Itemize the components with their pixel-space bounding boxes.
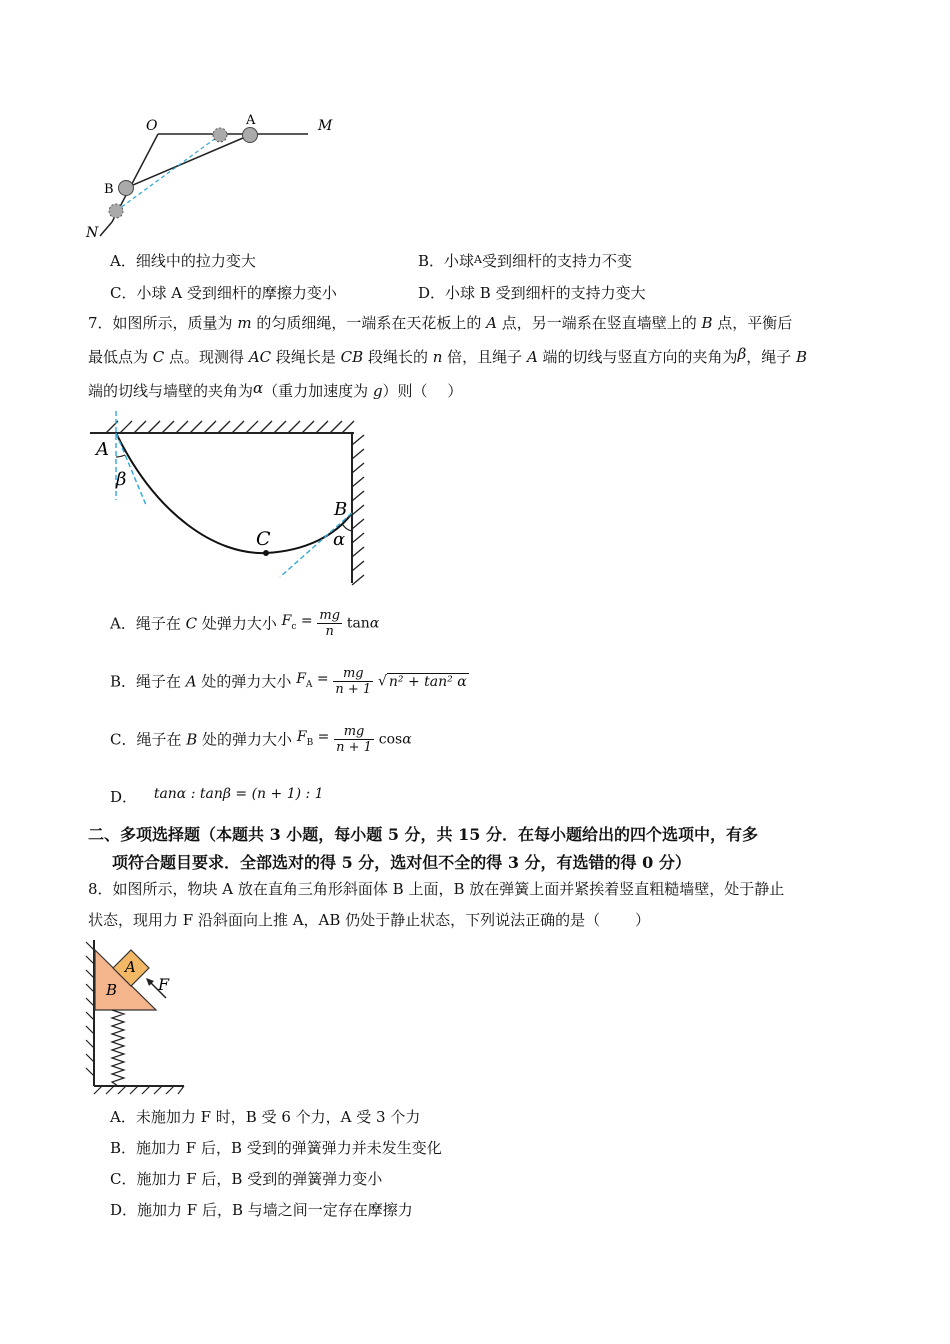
- q7-a-text: A．绳子在: [110, 614, 186, 633]
- q7-c-tail: cos: [378, 731, 403, 748]
- q7-a-F: F: [281, 612, 292, 629]
- spring-wedge-figure: [84, 938, 194, 1096]
- q7-a-C: C: [185, 614, 198, 633]
- q7-a-den: n: [325, 624, 334, 639]
- q7-l1-b: 的匀质细绳，一端系在天花板上的: [251, 314, 487, 332]
- q7-l2-A2: A: [526, 348, 538, 366]
- q7-d-formula: tanα : tanβ = (n + 1) : 1: [153, 786, 324, 802]
- q7-b-A: A: [185, 672, 197, 691]
- q7-l2-e: 倍，且绳子: [442, 348, 527, 366]
- q7-a-num: mg: [319, 608, 341, 623]
- q7-b-sqrt: n² + tan² α: [388, 673, 467, 690]
- q7-c-num: mg: [334, 724, 374, 740]
- q7-a-alpha: α: [369, 615, 380, 632]
- q7-b-num: mg: [333, 666, 373, 682]
- q7-c-text2: 处的弹力大小: [197, 730, 293, 749]
- q7-l1-m: m: [237, 314, 252, 332]
- q7-c-den: n + 1: [336, 740, 372, 755]
- q6-option-b-pre: B．小球: [418, 252, 475, 270]
- wedge-label-F: F: [158, 975, 170, 994]
- q7-l2-f: 端的切线与竖直方向的夹角为: [537, 348, 738, 366]
- fig1-label-B: B: [104, 182, 114, 197]
- q7-l2-AC: AC: [248, 348, 272, 366]
- q7-l1-d: 点，平衡后: [712, 314, 793, 332]
- q6-option-b-post: 受到细杆的支持力不变: [481, 252, 632, 270]
- q7-a-eq: =: [300, 612, 313, 629]
- q7-option-c: [110, 724, 412, 755]
- q7-l1-c: 点，另一端系在竖直墙壁上的: [496, 314, 702, 332]
- rod-ball-figure: [80, 110, 340, 245]
- q6-option-a: A．细线中的拉力变大: [110, 252, 256, 270]
- q7-l2-b: 点。现测得: [164, 348, 249, 366]
- q7-l2-g: ，绳子: [746, 348, 797, 366]
- q7-l3-alpha: α: [253, 379, 264, 397]
- rope-figure: [86, 405, 376, 590]
- q7-stem-line2: [88, 345, 807, 367]
- q6-option-c: C．小球 A 受到细杆的摩擦力变小: [110, 284, 337, 302]
- q7-l3-c: ）则（ ）: [382, 382, 463, 400]
- q7-a-text2: 处弹力大小: [197, 614, 277, 633]
- q7-l2-CB: CB: [340, 348, 364, 366]
- q7-l3-g: g: [372, 382, 383, 400]
- q7-l1-A: A: [486, 314, 497, 332]
- wedge-label-B: B: [106, 981, 118, 999]
- q7-option-a: [110, 608, 379, 639]
- q7-l2-beta: β: [737, 345, 747, 363]
- fig1-label-O: O: [146, 118, 158, 134]
- q8-option-b: B．施加力 F 后，B 受到的弹簧弹力并未发生变化: [110, 1139, 442, 1157]
- q7-l2-C: C: [152, 348, 165, 366]
- wedge-label-A: A: [125, 958, 136, 976]
- q8-stem-line1: 8．如图所示，物块 A 放在直角三角形斜面体 B 上面，B 放在弹簧上面并紧挨着竖直粗糙墙壁，处于静止: [88, 880, 785, 898]
- q7-l3-a: 端的切线与墙壁的夹角为: [88, 382, 254, 400]
- q7-b-text2: 处的弹力大小: [196, 672, 292, 691]
- q7-l2-c: 段绳长是: [271, 348, 341, 366]
- section2-heading-line1: 二、多项选择题（本题共 3 小题，每小题 5 分，共 15 分．在每小题给出的四个选项中，有多: [88, 825, 758, 844]
- fig1-label-N: N: [86, 225, 99, 241]
- q7-l1-a: 7．如图所示，质量为: [88, 314, 238, 332]
- q7-b-text: B．绳子在: [110, 672, 186, 691]
- rope-label-A: A: [96, 439, 109, 460]
- rope-label-alpha: α: [333, 529, 346, 550]
- q7-l2-d: 段绳长的: [363, 348, 433, 366]
- q7-option-d: [110, 782, 324, 806]
- q7-a-sub: c: [291, 621, 297, 632]
- q7-c-alpha: α: [402, 731, 412, 748]
- q7-l2-B2: B: [796, 348, 808, 366]
- q6-option-b-var: A: [474, 253, 482, 266]
- q7-l3-b: （重力加速度为: [263, 382, 373, 400]
- section2-heading-line2: 项符合题目要求．全部选对的得 5 分，选对但不全的得 3 分，有选错的得 0 分）: [112, 853, 691, 872]
- q7-l1-B: B: [701, 314, 713, 332]
- q7-a-tail: tan: [346, 615, 370, 632]
- q7-option-b: B．绳子在 A 处的弹力大小 $F_A$ = $\frac{mg}{n + 1}$ √ n² + tan² α: [110, 666, 467, 697]
- q7-c-B: B: [186, 730, 198, 749]
- rope-label-beta: β: [116, 469, 127, 490]
- fig1-label-A: A: [246, 113, 256, 128]
- q7-l2-a: 最低点为: [88, 348, 153, 366]
- q8-option-d: D．施加力 F 后，B 与墙之间一定存在摩擦力: [110, 1201, 413, 1219]
- q7-b-sub: A: [305, 679, 313, 690]
- q8-option-c: C．施加力 F 后，B 受到的弹簧弹力变小: [110, 1170, 383, 1188]
- q7-stem-line1: [88, 312, 792, 333]
- q7-d-label: D．: [110, 788, 138, 806]
- rope-label-C: C: [256, 528, 271, 550]
- q6-option-d: D．小球 B 受到细杆的支持力变大: [418, 284, 646, 302]
- q7-c-F: F: [296, 728, 307, 745]
- q7-stem-line3: [88, 379, 462, 401]
- q8-stem-line2: 状态，现用力 F 沿斜面向上推 A，AB 仍处于静止状态，下列说法正确的是（ ）: [88, 911, 650, 929]
- q7-b-eq: =: [316, 670, 329, 687]
- q8-option-a: A．未施加力 F 时，B 受 6 个力，A 受 3 个力: [110, 1108, 421, 1126]
- q6-option-b: [418, 250, 632, 271]
- q7-c-text: C．绳子在: [110, 730, 187, 749]
- rope-label-B: B: [334, 499, 348, 520]
- q7-l2-n: n: [432, 348, 443, 366]
- q7-c-eq: =: [317, 728, 330, 745]
- q7-c-sub: B: [306, 737, 314, 748]
- q7-b-F: F: [296, 670, 306, 687]
- q7-b-den: n + 1: [335, 682, 372, 697]
- fig1-label-M: M: [318, 118, 333, 134]
